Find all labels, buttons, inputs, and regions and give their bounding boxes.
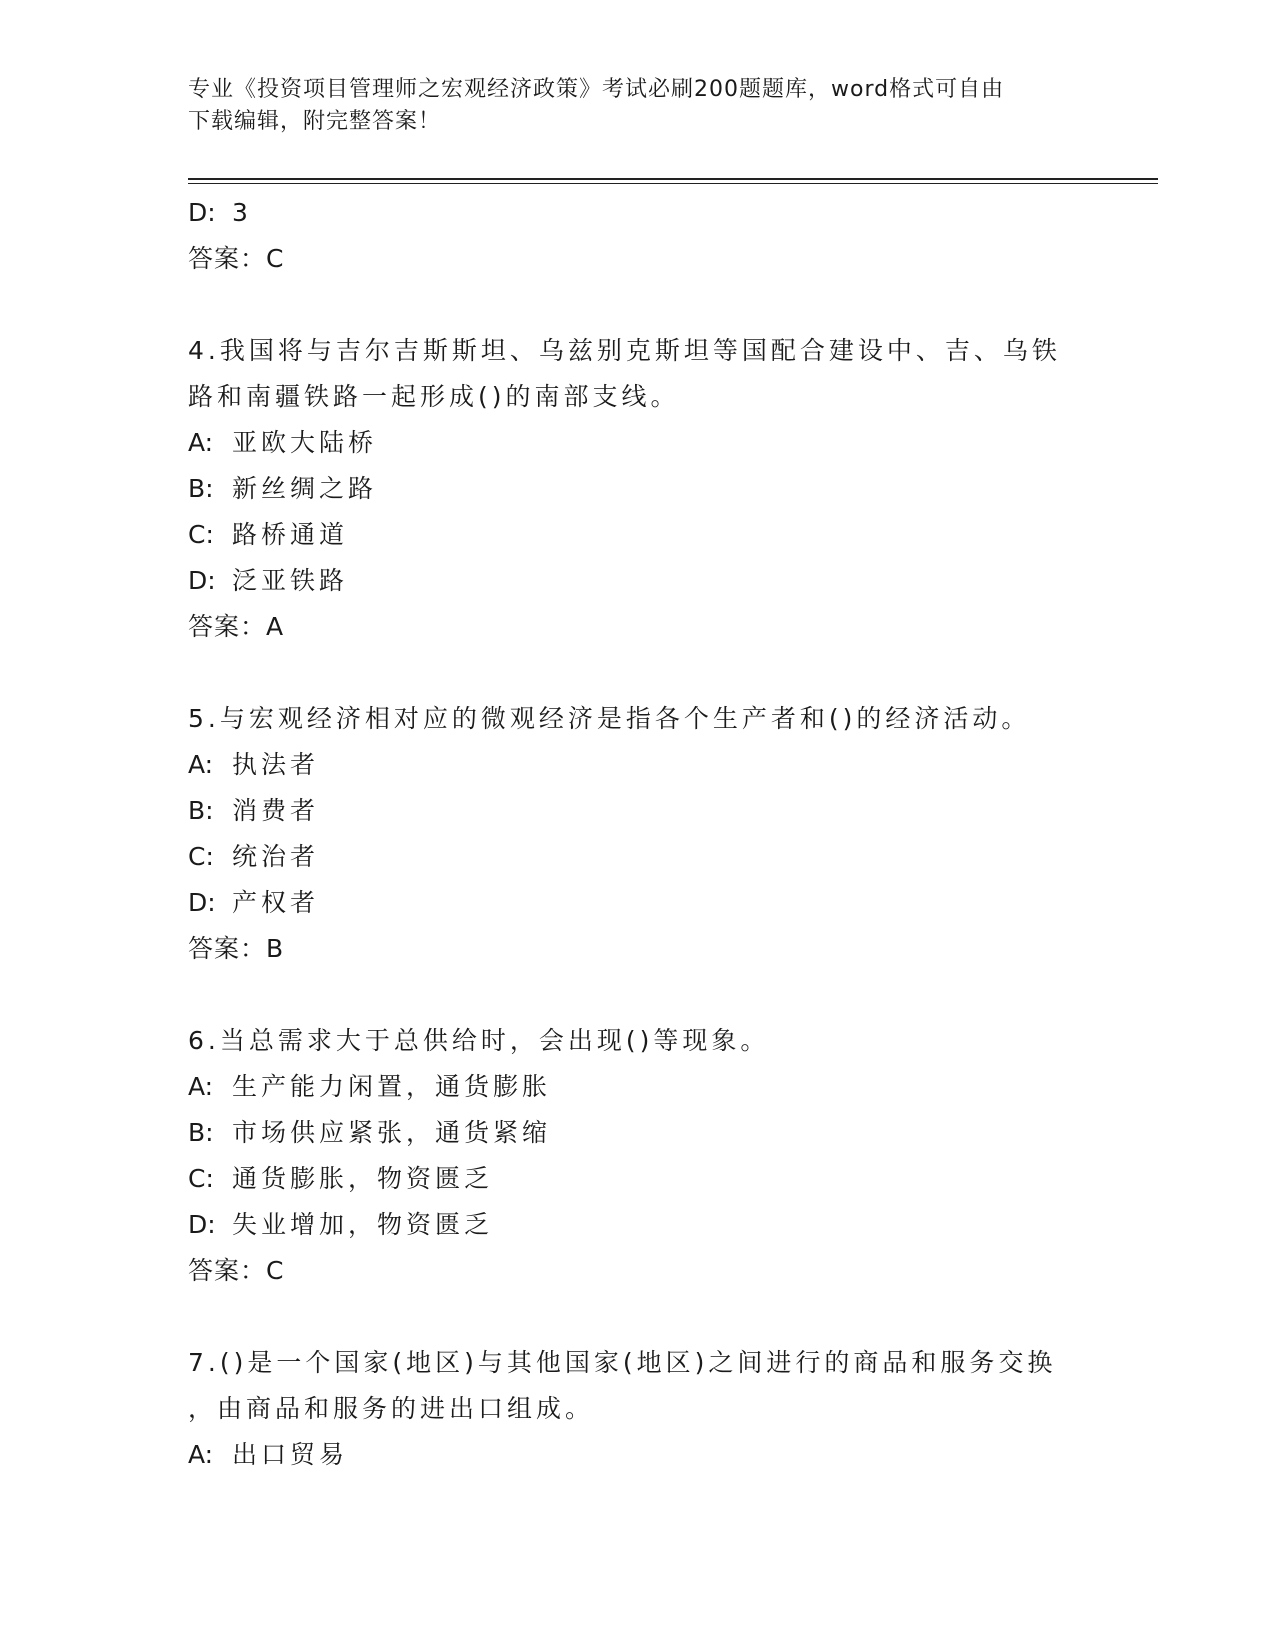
option-text: 统治者: [232, 842, 320, 871]
option-text: 产权者: [232, 888, 320, 917]
question-stem-line: 5.与宏观经济相对应的微观经济是指各个生产者和()的经济活动。: [188, 704, 1031, 733]
question-stem: [188, 1340, 1088, 1432]
spacer: [188, 650, 1088, 696]
option-label: C:: [188, 520, 214, 549]
option-b: [188, 788, 1088, 834]
document-body: [188, 190, 1088, 1478]
question-5: [188, 696, 1088, 972]
option-label: D:: [188, 198, 216, 227]
question-stem: [188, 328, 1088, 420]
option-label: D:: [188, 566, 216, 595]
question-stem-line: 4.我国将与吉尔吉斯斯坦、乌兹别克斯坦等国配合建设中、吉、乌铁: [188, 336, 1061, 365]
option-d: [188, 880, 1088, 926]
option-label: A:: [188, 428, 214, 457]
option-label: B:: [188, 796, 214, 825]
option-text: 出口贸易: [232, 1440, 349, 1469]
option-text: 通货膨胀，物资匮乏: [232, 1164, 494, 1193]
option-a: [188, 1064, 1088, 1110]
option-label: A:: [188, 1440, 214, 1469]
option-a: [188, 742, 1088, 788]
option-label: C:: [188, 842, 214, 871]
answer-line: 答案：A: [188, 612, 285, 641]
option-label: B:: [188, 474, 214, 503]
answer-line: 答案：C: [188, 244, 285, 273]
question-stem: [188, 1018, 1088, 1064]
option-d: [188, 190, 1088, 236]
option-text: 3: [232, 198, 252, 227]
option-label: D:: [188, 888, 216, 917]
question-stem-line: 6.当总需求大于总供给时，会出现()等现象。: [188, 1026, 770, 1055]
question-stem-line: 7.()是一个国家(地区)与其他国家(地区)之间进行的商品和服务交换: [188, 1348, 1057, 1377]
header-divider-thin: [188, 183, 1158, 184]
option-text: 路桥通道: [232, 520, 349, 549]
option-label: A:: [188, 750, 214, 779]
option-c: [188, 512, 1088, 558]
header-divider-thick: [188, 178, 1158, 180]
document-header: [188, 74, 1088, 138]
spacer: [188, 1294, 1088, 1340]
question-4: [188, 328, 1088, 650]
header-line-2: 下载编辑，附完整答案！: [188, 109, 442, 134]
option-label: B:: [188, 1118, 214, 1147]
option-d: [188, 558, 1088, 604]
question-6: [188, 1018, 1088, 1294]
question-stem: [188, 696, 1088, 742]
option-b: [188, 466, 1088, 512]
option-a: [188, 420, 1088, 466]
option-text: 生产能力闲置，通货膨胀: [232, 1072, 552, 1101]
option-b: [188, 1110, 1088, 1156]
option-label: C:: [188, 1164, 214, 1193]
spacer: [188, 282, 1088, 328]
option-c: [188, 1156, 1088, 1202]
question-7: [188, 1340, 1088, 1478]
option-d: [188, 1202, 1088, 1248]
option-text: 市场供应紧张，通货紧缩: [232, 1118, 552, 1147]
option-text: 执法者: [232, 750, 320, 779]
option-text: 亚欧大陆桥: [232, 428, 378, 457]
question-fragment: [188, 190, 1088, 282]
header-line-1: 专业《投资项目管理师之宏观经济政策》考试必刷200题题库，word格式可自由: [188, 77, 1005, 102]
question-stem-line: ，由商品和服务的进出口组成。: [188, 1394, 595, 1423]
question-stem-line: 路和南疆铁路一起形成()的南部支线。: [188, 382, 680, 411]
spacer: [188, 972, 1088, 1018]
option-label: A:: [188, 1072, 214, 1101]
option-a: [188, 1432, 1088, 1478]
answer-line: 答案：B: [188, 934, 285, 963]
option-text: 消费者: [232, 796, 320, 825]
option-text: 失业增加，物资匮乏: [232, 1210, 494, 1239]
answer-line: 答案：C: [188, 1256, 285, 1285]
option-c: [188, 834, 1088, 880]
option-text: 新丝绸之路: [232, 474, 378, 503]
option-text: 泛亚铁路: [232, 566, 349, 595]
option-label: D:: [188, 1210, 216, 1239]
